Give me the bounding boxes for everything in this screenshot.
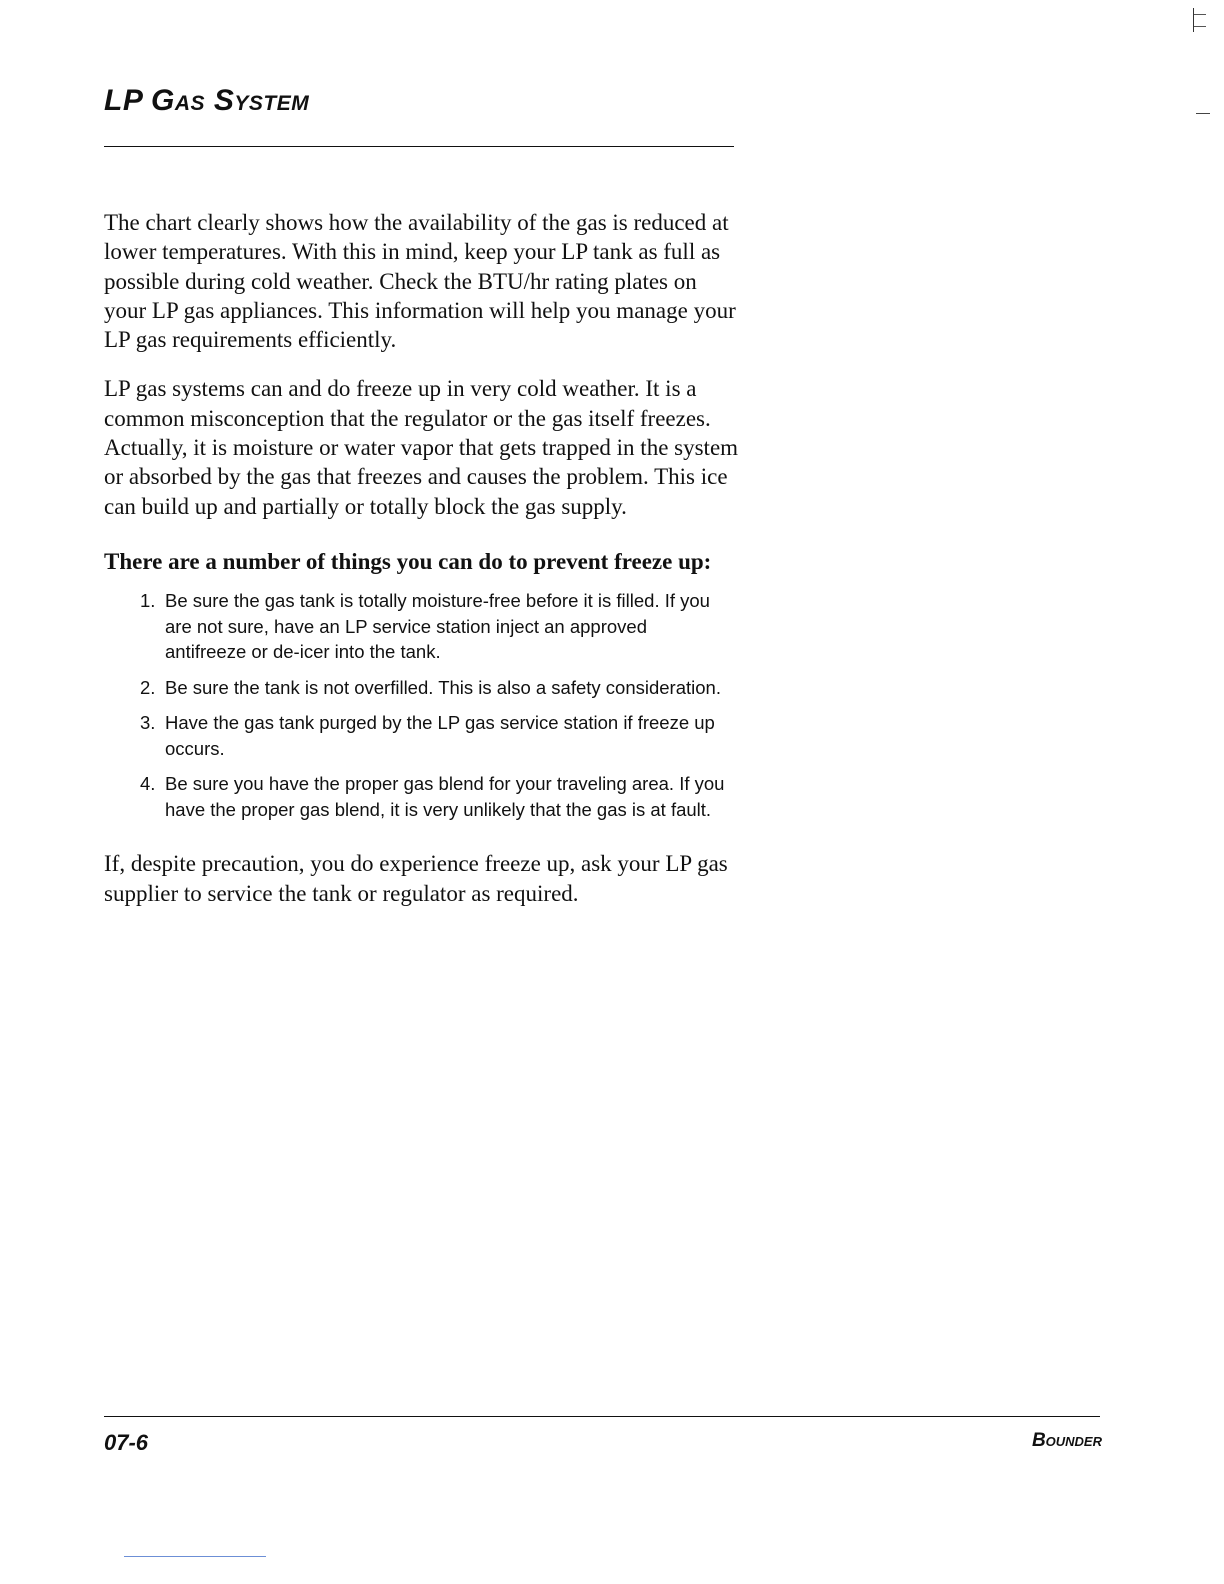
- list-item-text: Be sure the tank is not overfilled. This is also a safety consideration.: [165, 676, 721, 698]
- list-item-number: 2.: [140, 676, 156, 698]
- list-item-text: Have the gas tank purged by the LP gas service station if freeze up occurs.: [165, 712, 715, 759]
- prevention-list: [104, 588, 744, 822]
- title-divider: [104, 146, 734, 147]
- scan-dash: [1196, 113, 1210, 114]
- paragraph-closing: If, despite precaution, you do experience freeze up, ask your LP gas supplier to service the tank or regulator as required.: [104, 851, 728, 906]
- list-item: [104, 710, 744, 761]
- footer-divider: [104, 1416, 1100, 1417]
- list-item-number: 3.: [140, 712, 156, 734]
- list-item: [104, 675, 744, 701]
- list-item: [104, 588, 744, 665]
- footer-brand: Bounder: [1031, 1430, 1102, 1451]
- section-subheading: There are a number of things you can do to prevent freeze up:: [104, 548, 712, 574]
- list-item-text: Be sure you have the proper gas blend for your traveling area. If you have the proper gas blend, it is very unlikely that the gas is at fault.: [165, 773, 725, 820]
- paragraph-gas-availability: The chart clearly shows how the availability of the gas is reduced at lower temperatures. With this in mind, keep your LP tank as full as possible during cold weather. Check the BTU/hr rating plates on your LP gas appliances. This information will help you manage your LP gas requirements efficiently.: [104, 210, 736, 353]
- scan-mark: [1193, 8, 1212, 32]
- paragraph-freeze-up: LP gas systems can and do freeze up in very cold weather. It is a common misconception that the regulator or the gas itself freezes. Actually, it is moisture or water vapor that gets trapped in the system or absorbed by the gas that freezes and causes the problem. This ice can build up and partially or totally block the gas supply.: [104, 376, 739, 519]
- bottom-edge-line: [124, 1556, 266, 1557]
- list-item-text: Be sure the gas tank is totally moisture-free before it is filled. If you are not sure, have an LP service station inject an approved antifreeze or de-icer into the tank.: [165, 590, 710, 663]
- list-item-number: 4.: [140, 773, 156, 795]
- main-content: [104, 208, 744, 928]
- list-item: [104, 771, 744, 822]
- page-number: 07-6: [104, 1430, 149, 1455]
- list-item-number: 1.: [140, 590, 156, 612]
- page-title: LP Gas System: [104, 84, 310, 117]
